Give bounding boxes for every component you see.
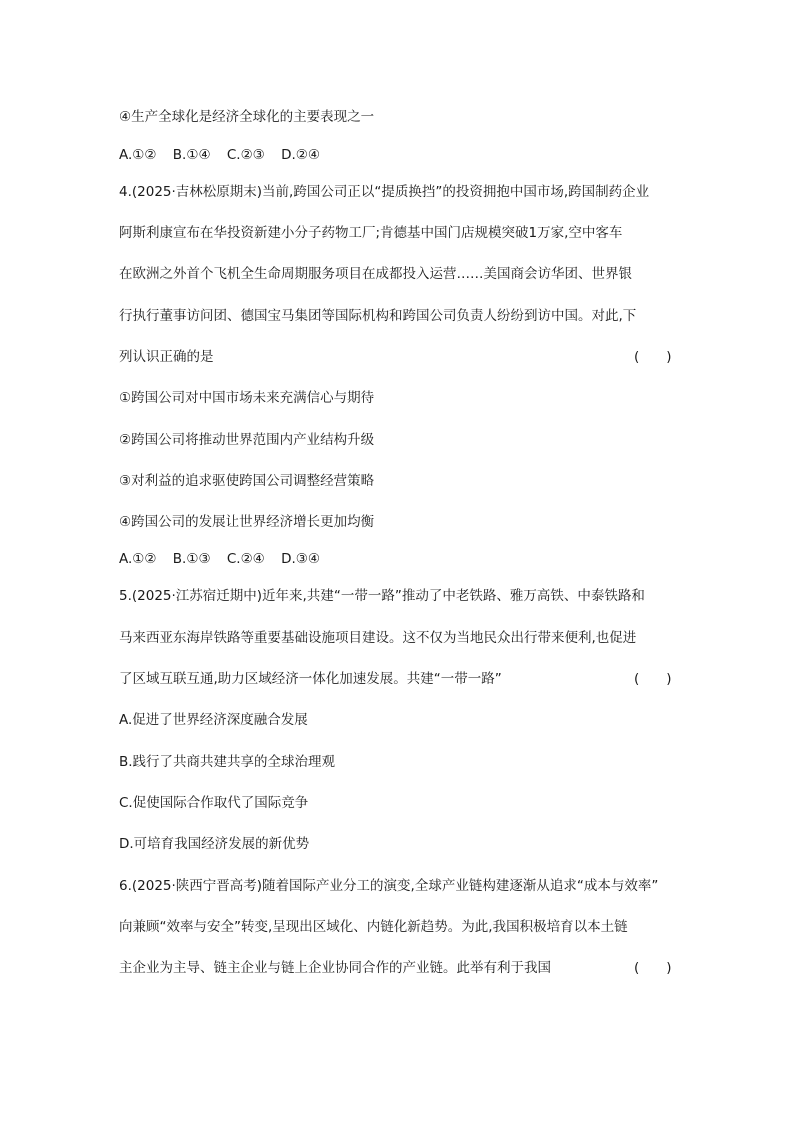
choice-b: B.①④ (172, 147, 211, 163)
q5-answer-bracket: ( ) (634, 671, 672, 687)
q4-stem-line-5: 列认识正确的是 (119, 349, 214, 365)
q4-choices (119, 549, 679, 569)
q4-statement-1: ①跨国公司对中国市场未来充满信心与期待 (119, 390, 375, 406)
q4-statement-3: ③对利益的追求驱使跨国公司调整经营策略 (119, 473, 375, 489)
q5-option-a: A.促进了世界经济深度融合发展 (119, 712, 308, 728)
q5-stem-line-1: 5.(2025·江苏宿迁期中)近年来,共建“一带一路”推动了中老铁路、雅万高铁、中泰铁路和 (119, 588, 645, 604)
q4-stem-line-3: 在欧洲之外首个飞机全生命周期服务项目在成都投入运营……美国商会访华团、世界银 (119, 266, 632, 282)
choice-d: D.③④ (281, 551, 320, 567)
q5-option-c: C.促使国际合作取代了国际竞争 (119, 795, 309, 811)
q5-option-b: B.践行了共商共建共享的全球治理观 (119, 754, 336, 770)
q4-statement-4: ④跨国公司的发展让世界经济增长更加均衡 (119, 514, 375, 530)
q6-stem-line-2: 向兼顾“效率与安全”转变,呈现出区域化、内链化新趋势。为此,我国积极培育以本土链 (119, 919, 628, 935)
q4-stem-line-1: 4.(2025·吉林松原期末)当前,跨国公司正以“提质换挡”的投资拥抱中国市场,跨国制药企业 (119, 184, 650, 200)
q6-answer-bracket: ( ) (634, 960, 672, 976)
q3-option-4: ④生产全球化是经济全球化的主要表现之一 (119, 109, 375, 125)
q6-stem-line-3: 主企业为主导、链主企业与链上企业协同合作的产业链。此举有利于我国 (119, 960, 551, 976)
q4-stem-line-2: 阿斯利康宣布在华投资新建小分子药物工厂;肯德基中国门店规模突破1万家,空中客车 (119, 225, 623, 241)
q5-stem-line-3: 了区域互联互通,助力区域经济一体化加速发展。共建“一带一路” (119, 671, 502, 687)
q6-stem-line-1: 6.(2025·陕西宁晋高考)随着国际产业分工的演变,全球产业链构建逐渐从追求“成本与效率” (119, 878, 659, 894)
choice-d: D.②④ (281, 147, 320, 163)
q5-stem-line-2: 马来西亚东海岸铁路等重要基础设施项目建设。这不仅为当地民众出行带来便利,也促进 (119, 630, 637, 646)
q4-statement-2: ②跨国公司将推动世界范围内产业结构升级 (119, 432, 375, 448)
q5-option-d: D.可培育我国经济发展的新优势 (119, 836, 310, 852)
q4-stem-line-4: 行执行董事访问团、德国宝马集团等国际机构和跨国公司负责人纷纷到访中国。对此,下 (119, 308, 637, 324)
choice-c: C.②③ (226, 147, 265, 163)
choice-c: C.②④ (226, 551, 265, 567)
choice-a: A.①② (119, 147, 157, 163)
choice-b: B.①③ (172, 551, 211, 567)
q4-answer-bracket: ( ) (634, 349, 672, 365)
choice-a: A.①② (119, 551, 157, 567)
q3-choices (119, 145, 679, 165)
